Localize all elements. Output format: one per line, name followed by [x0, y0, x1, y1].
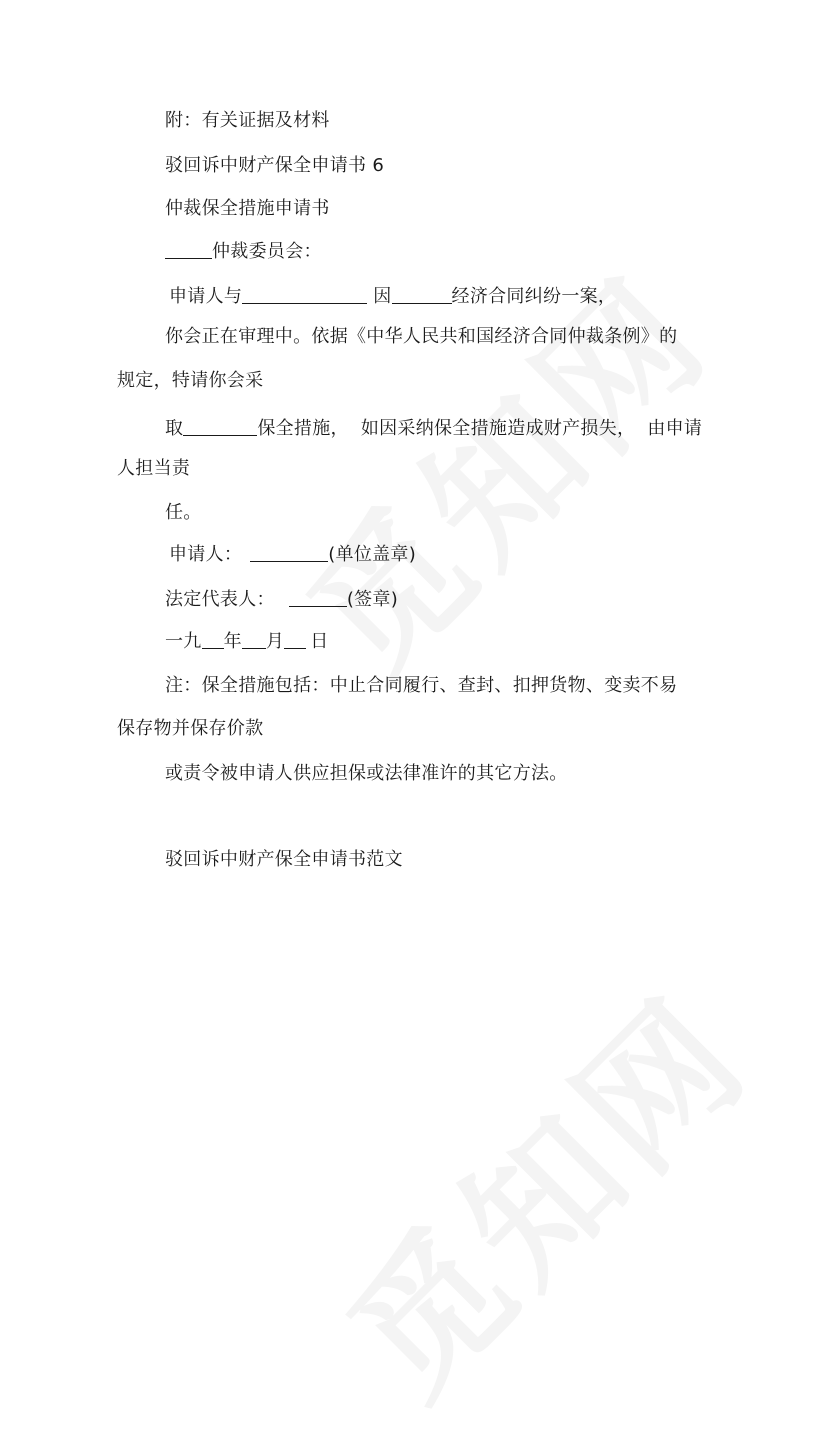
section-title-sample: 驳回诉中财产保全申请书范文: [165, 849, 403, 870]
addressee-text: 仲裁委员会：: [212, 241, 322, 262]
note-line-3: 或责令被申请人供应担保或法律准许的其它方法。: [165, 763, 568, 784]
date-day: 日: [310, 631, 329, 652]
body-text-d: 由申请: [647, 418, 703, 439]
date-line: [165, 630, 329, 654]
representative-label: 法定代表人：: [165, 589, 275, 610]
month-blank: [242, 630, 266, 649]
date-month: 月: [265, 631, 285, 652]
applicant-blank: [250, 543, 328, 562]
attachment-note: 附：有关证据及材料: [165, 110, 330, 131]
document-title: 仲裁保全措施申请书: [165, 198, 330, 219]
year-blank: [202, 630, 224, 649]
date-prefix: 一九: [165, 631, 202, 652]
applicant-sign-line: [169, 543, 416, 567]
case-line: [169, 285, 616, 309]
body-line-3: [165, 417, 702, 441]
reason-blank: [392, 285, 452, 304]
representative-sign-line: [165, 588, 398, 612]
representative-seal: (签章): [346, 589, 399, 610]
watermark-bottom: [294, 942, 786, 1434]
representative-blank: [289, 588, 347, 607]
body-text-b: 保全措施，: [257, 418, 349, 439]
case-text-c: 经济合同纠纷一案，: [451, 286, 617, 307]
applicant-seal: (单位盖章): [328, 544, 417, 565]
body-line-2: 规定，特请你会采: [117, 370, 264, 391]
body-text-c: 如因采纳保全措施造成财产损失，: [360, 418, 636, 439]
note-line-1: 注：保全措施包括：中止合同履行、查封、扣押货物、变卖不易: [165, 675, 678, 696]
body-text-a: 取: [165, 418, 184, 439]
body-line-4: 人担当责: [117, 458, 191, 479]
committee-blank: [165, 240, 212, 259]
measure-blank: [183, 417, 257, 436]
applicant-label: 申请人：: [169, 544, 243, 565]
party-blank: [242, 285, 367, 304]
case-text-a: 申请人与: [169, 286, 243, 307]
date-year: 年: [223, 631, 242, 652]
body-line-1: 你会正在审理中。依据《中华人民共和国经济合同仲裁条例》的: [165, 326, 678, 347]
case-text-b: 因: [373, 286, 392, 307]
addressee-line: [165, 240, 322, 264]
section-title-6: 驳回诉中财产保全申请书 6: [165, 155, 385, 176]
body-line-5: 任。: [165, 502, 202, 523]
note-line-2: 保存物并保存价款: [117, 718, 264, 739]
day-blank: [284, 630, 306, 649]
